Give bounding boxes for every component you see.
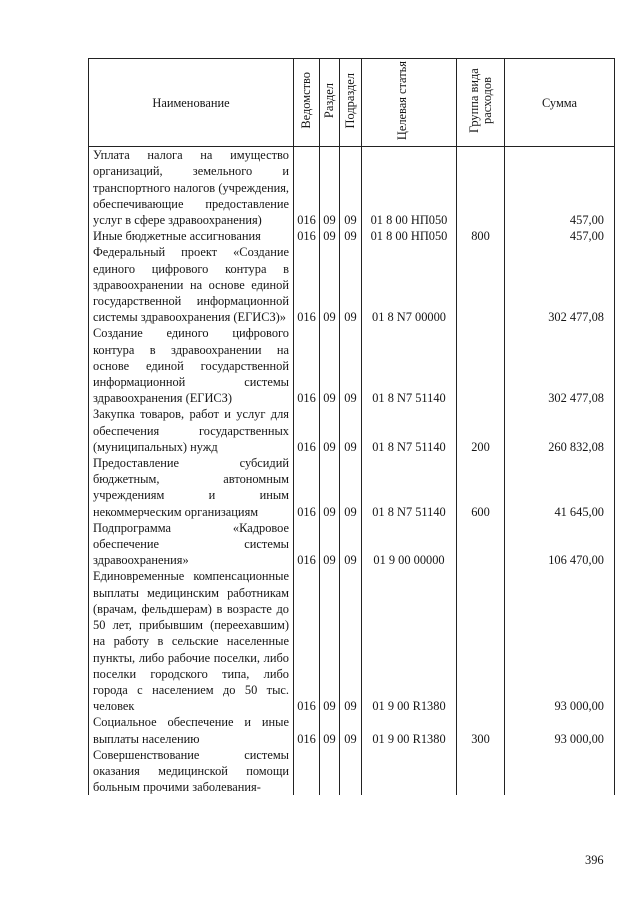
row-target-article: [362, 747, 457, 796]
row-subsection: [340, 747, 362, 796]
row-expense-group: 800: [457, 228, 505, 244]
row-name: Федеральный проект «Создание единого цифрового контура в здравоохранении на основе единой государственной информационной системы здравоохранения (ЕГИСЗ)»: [89, 244, 294, 325]
row-department: 016: [294, 455, 320, 520]
row-section: [320, 747, 340, 796]
row-department: 016: [294, 147, 320, 229]
header-amount: Сумма: [505, 59, 615, 147]
row-name: Иные бюджетные ассигнования: [89, 228, 294, 244]
row-expense-group: [457, 520, 505, 569]
row-target-article: 01 9 00 R1380: [362, 568, 457, 714]
row-amount: 93 000,00: [505, 714, 615, 746]
row-target-article: 01 8 00 НП050: [362, 147, 457, 229]
row-subsection: 09: [340, 568, 362, 714]
row-name: Единовременные компенсационные выплаты медицинским работникам (врачам, фельдшерам) в возрасте до 50 лет, прибывшим (переехавшим) на работу в сельские населенные пункты, либо рабочие поселки, либо поселки городского типа, либо города с населением до 50 тыс. человек: [89, 568, 294, 714]
table-row: [89, 325, 615, 406]
row-section: 09: [320, 520, 340, 569]
row-department: [294, 747, 320, 796]
row-subsection: 09: [340, 455, 362, 520]
row-section: 09: [320, 325, 340, 406]
header-name: Наименование: [89, 59, 294, 147]
row-amount: 457,00: [505, 147, 615, 229]
header-subsection: Подраздел: [340, 59, 362, 147]
row-subsection: 09: [340, 244, 362, 325]
row-target-article: 01 8 N7 51140: [362, 406, 457, 455]
table-row: [89, 520, 615, 569]
row-expense-group: [457, 147, 505, 229]
row-name: Подпрограмма «Кадровое обеспечение системы здравоохранения»: [89, 520, 294, 569]
row-amount: 41 645,00: [505, 455, 615, 520]
header-expense-group: Группа вида расходов: [457, 59, 505, 147]
row-section: 09: [320, 568, 340, 714]
row-section: 09: [320, 244, 340, 325]
row-department: 016: [294, 244, 320, 325]
row-expense-group: 200: [457, 406, 505, 455]
row-expense-group: 300: [457, 714, 505, 746]
row-subsection: 09: [340, 147, 362, 229]
row-amount: 106 470,00: [505, 520, 615, 569]
row-expense-group: [457, 747, 505, 796]
row-department: 016: [294, 228, 320, 244]
row-expense-group: 600: [457, 455, 505, 520]
row-target-article: 01 8 N7 51140: [362, 455, 457, 520]
row-section: 09: [320, 455, 340, 520]
row-name: Уплата налога на имущество организаций, земельного и транспортного налогов (учреждения, обеспечивающие предоставление услуг в сфере здравоохранения): [89, 147, 294, 229]
table-row: [89, 406, 615, 455]
budget-table: [88, 58, 615, 795]
row-target-article: 01 8 N7 00000: [362, 244, 457, 325]
row-name: Предоставление субсидий бюджетным, автономным учреждениям и иным некоммерческим организациям: [89, 455, 294, 520]
table-row: [89, 455, 615, 520]
row-subsection: 09: [340, 406, 362, 455]
row-name: Совершенствование системы оказания медицинской помощи больным прочими заболевания-: [89, 747, 294, 796]
row-amount: 457,00: [505, 228, 615, 244]
row-amount: 93 000,00: [505, 568, 615, 714]
row-amount: [505, 747, 615, 796]
row-subsection: 09: [340, 325, 362, 406]
header-target-article: Целевая статья: [362, 59, 457, 147]
row-department: 016: [294, 520, 320, 569]
row-name: Социальное обеспечение и иные выплаты населению: [89, 714, 294, 746]
row-amount: 302 477,08: [505, 325, 615, 406]
table-row: [89, 228, 615, 244]
row-expense-group: [457, 568, 505, 714]
row-target-article: 01 9 00 00000: [362, 520, 457, 569]
header-row: [89, 59, 615, 147]
table-row: [89, 747, 615, 796]
row-subsection: 09: [340, 520, 362, 569]
row-department: 016: [294, 325, 320, 406]
header-department: Ведомство: [294, 59, 320, 147]
row-section: 09: [320, 714, 340, 746]
header-section: Раздел: [320, 59, 340, 147]
row-target-article: 01 9 00 R1380: [362, 714, 457, 746]
row-department: 016: [294, 568, 320, 714]
row-department: 016: [294, 406, 320, 455]
row-name: Создание единого цифрового контура в здравоохранении на основе единой государственной информационной системы здравоохранения (ЕГИСЗ): [89, 325, 294, 406]
row-amount: 302 477,08: [505, 244, 615, 325]
row-section: 09: [320, 228, 340, 244]
row-section: 09: [320, 147, 340, 229]
table-row: [89, 244, 615, 325]
row-department: 016: [294, 714, 320, 746]
table-row: [89, 568, 615, 714]
row-expense-group: [457, 244, 505, 325]
row-target-article: 01 8 00 НП050: [362, 228, 457, 244]
page-number: 396: [585, 853, 604, 867]
row-amount: 260 832,08: [505, 406, 615, 455]
row-name: Закупка товаров, работ и услуг для обеспечения государственных (муниципальных) нужд: [89, 406, 294, 455]
row-subsection: 09: [340, 714, 362, 746]
table-row: [89, 147, 615, 229]
row-expense-group: [457, 325, 505, 406]
row-target-article: 01 8 N7 51140: [362, 325, 457, 406]
row-section: 09: [320, 406, 340, 455]
table-row: [89, 714, 615, 746]
row-subsection: 09: [340, 228, 362, 244]
